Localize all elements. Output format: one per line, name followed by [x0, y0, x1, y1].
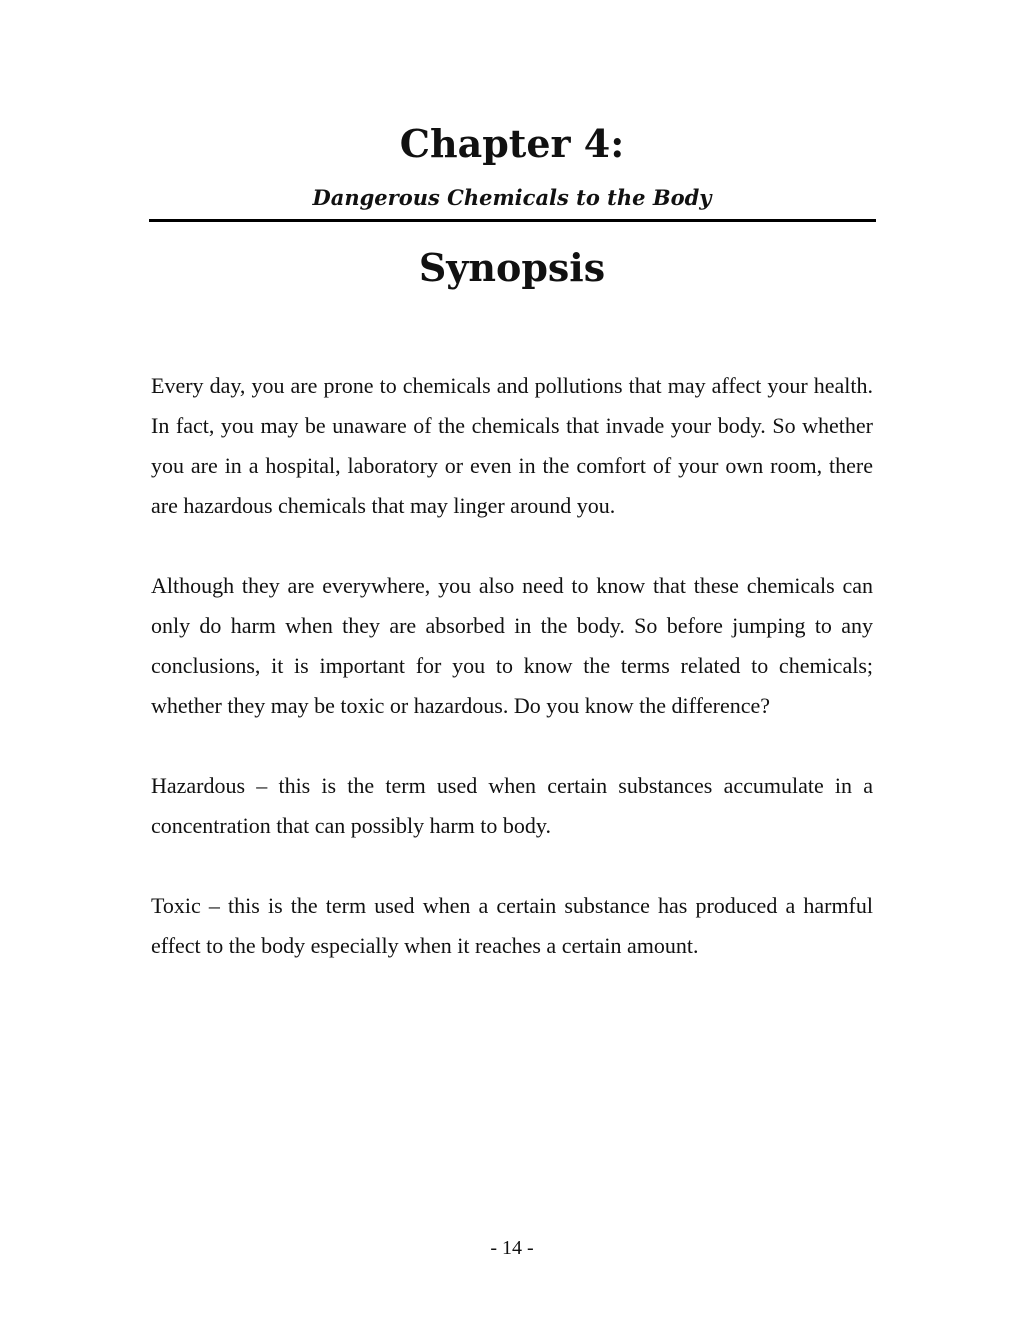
paragraph: Although they are everywhere, you also need to know that these chemicals can only do harm when they are absorbed in the body. So before jumping to any conclusions, it is important for you to know the terms related to chemicals; whether they may be toxic or hazardous. Do you know the difference?	[151, 573, 873, 718]
section-heading: Synopsis	[418, 245, 606, 290]
chapter-subtitle: Dangerous Chemicals to the Body	[312, 185, 712, 210]
paragraph: Hazardous – this is the term used when certain substances accumulate in a concentration that can possibly harm to body.	[151, 773, 873, 838]
title-divider	[149, 219, 876, 222]
paragraph: Toxic – this is the term used when a certain substance has produced a harmful effect to the body especially when it reaches a certain amount.	[151, 893, 873, 958]
body-text	[151, 366, 873, 1006]
chapter-title: Chapter 4:	[399, 121, 625, 166]
paragraph: Every day, you are prone to chemicals and pollutions that may affect your health. In fact, you may be unaware of the chemicals that invade your body. So whether you are in a hospital, laboratory or even in the comfort of your own room, there are hazardous chemicals that may linger around you.	[151, 373, 873, 518]
page-number: - 14 -	[490, 1237, 534, 1259]
